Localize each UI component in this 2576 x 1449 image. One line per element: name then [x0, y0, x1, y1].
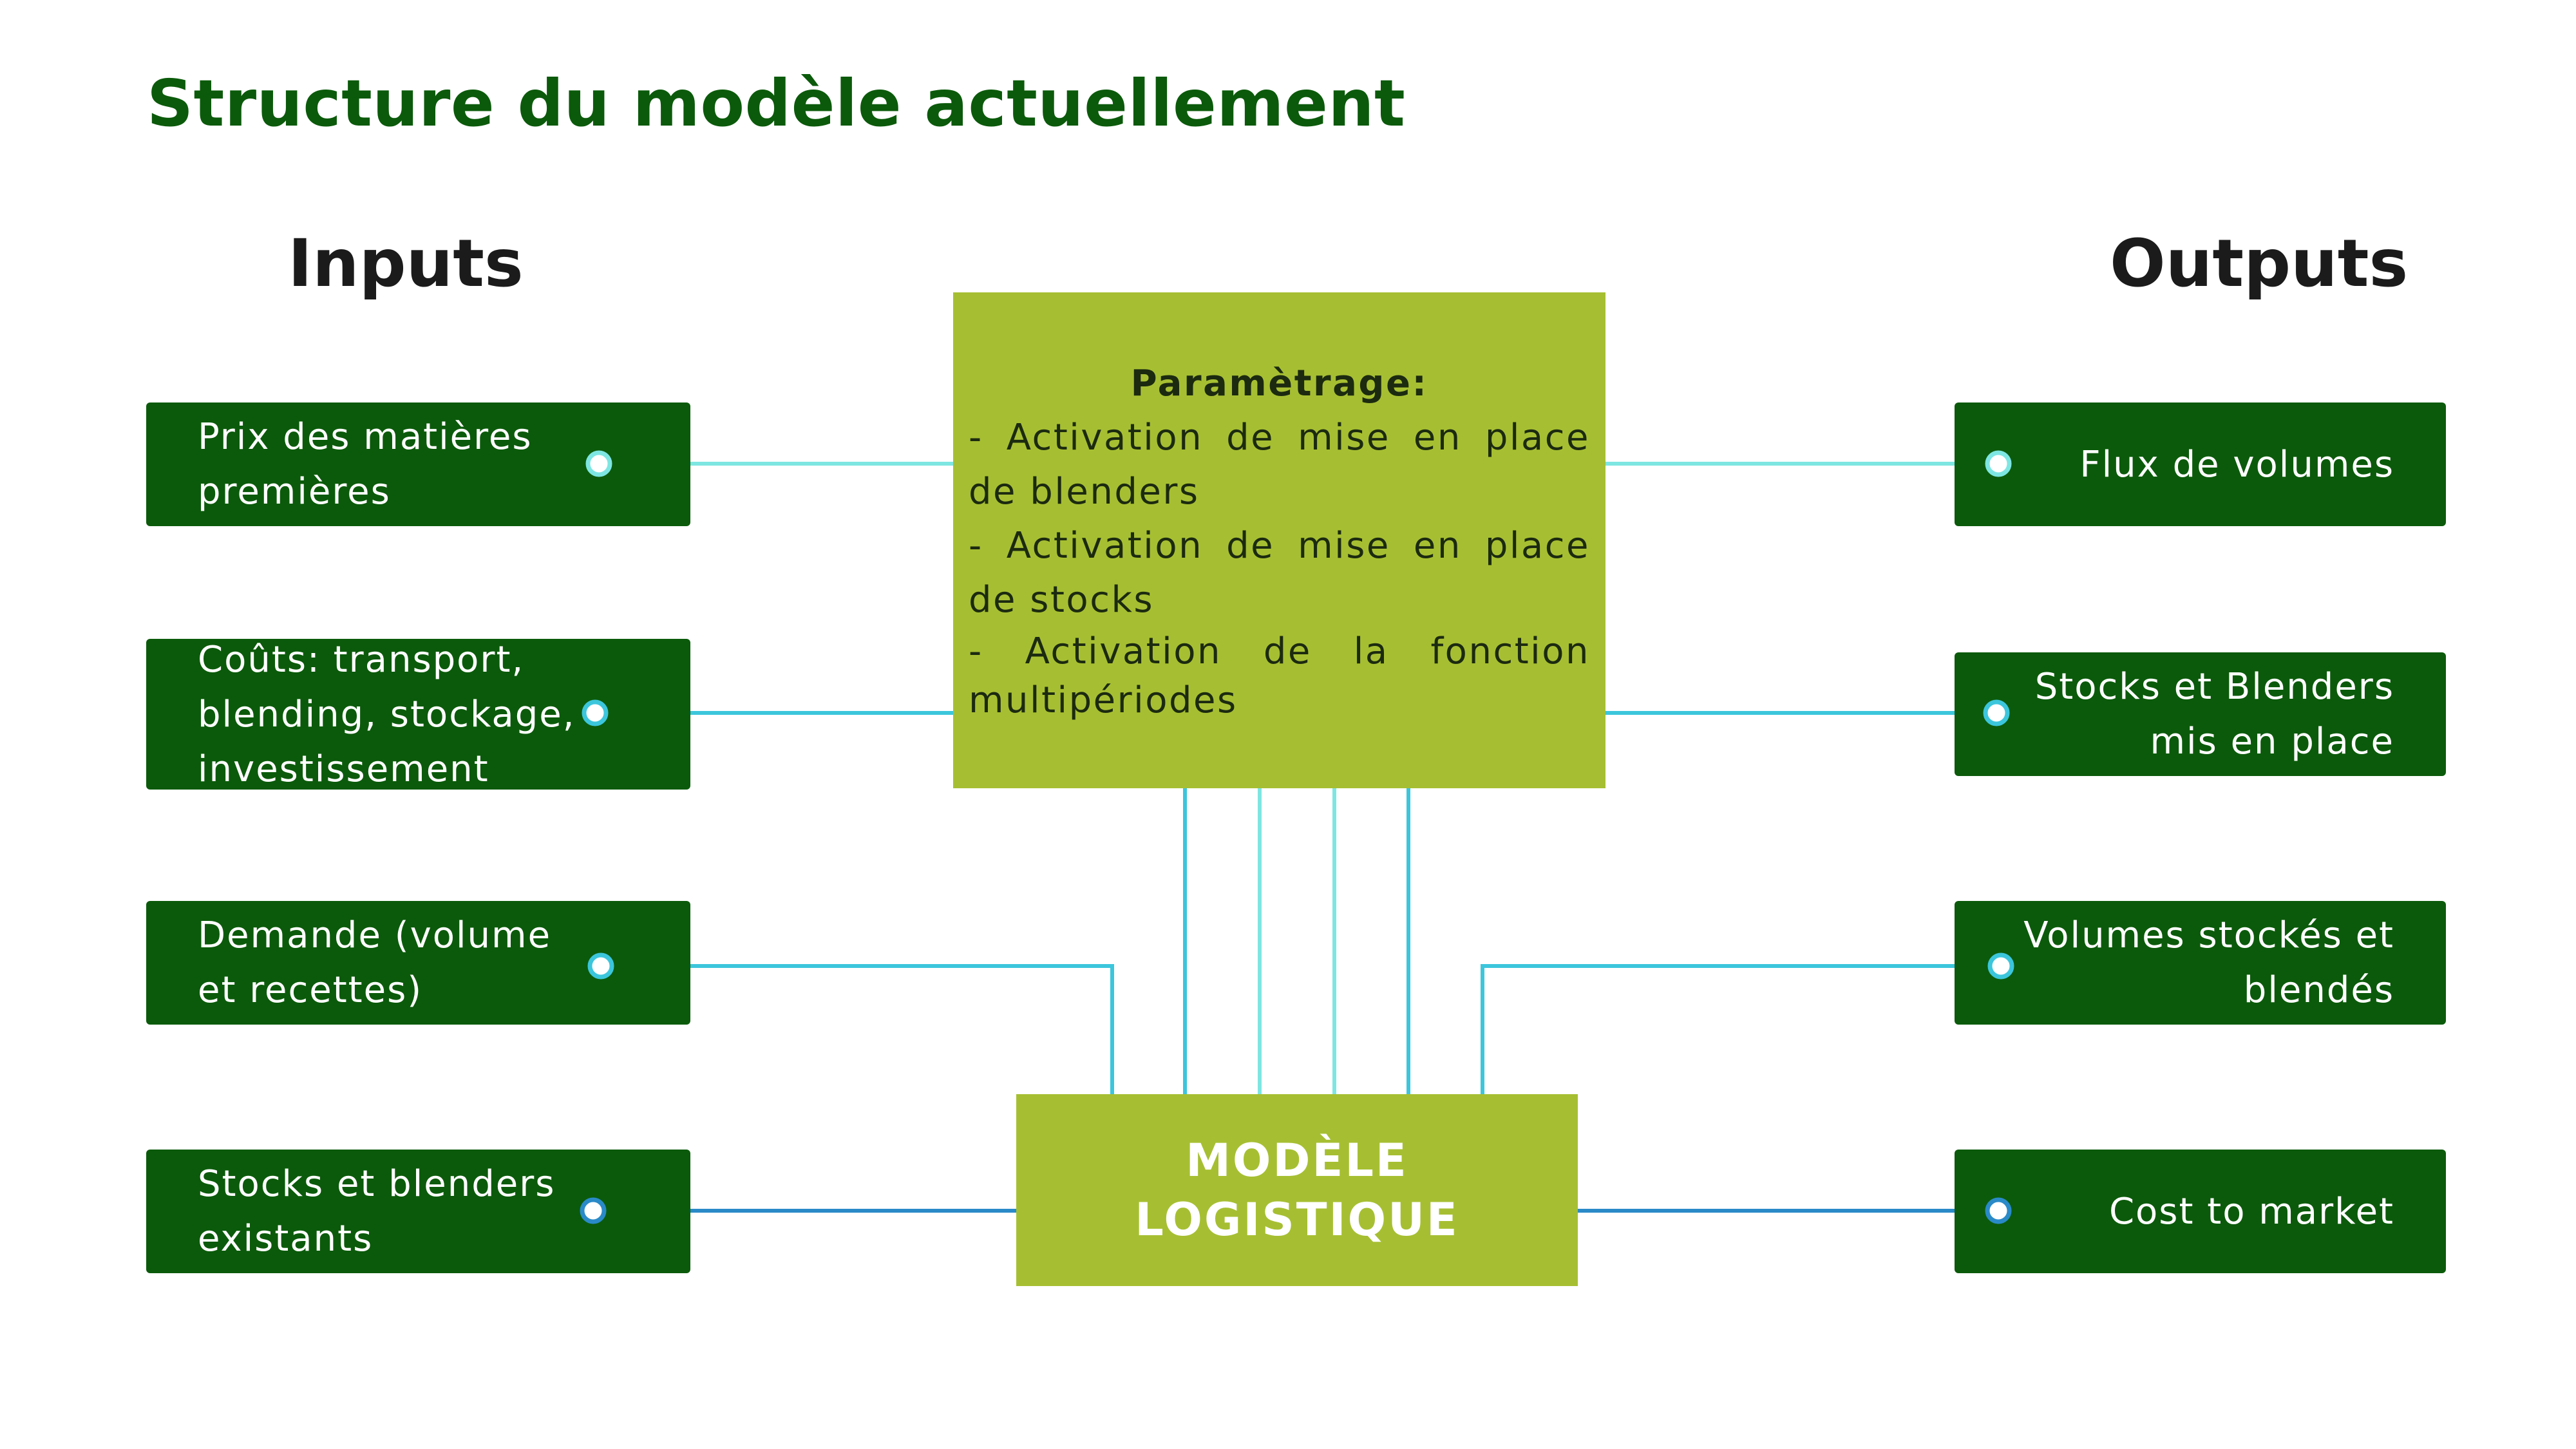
output-dot-2: [1985, 702, 2007, 724]
model-title-line-1: MODÈLE: [1186, 1134, 1408, 1187]
input-dot-3: [590, 955, 612, 977]
inputs-heading: Inputs: [288, 225, 524, 302]
parametrage-line-2: - Activation de mise en place de stocks: [969, 525, 1590, 621]
input-label-1: Prix des matières premières: [198, 416, 533, 513]
output-dot-3: [1990, 955, 2012, 977]
parametrage-line-1: - Activation de mise en place de blenders: [969, 417, 1590, 513]
page-title: Structure du modèle actuellement: [147, 66, 1406, 141]
parametrage-heading: Paramètrage:: [1130, 363, 1428, 404]
output-label-3: Volumes stockés et blendés: [2023, 914, 2394, 1011]
input-label-4: Stocks et blenders existants: [198, 1163, 556, 1260]
input-label-2: Coûts: transport, blending, stockage, investissement: [198, 638, 576, 790]
output-label-1: Flux de volumes: [2079, 443, 2394, 486]
input-dot-2: [584, 702, 606, 724]
output-label-4: Cost to market: [2108, 1190, 2394, 1233]
input-label-3: Demande (volume et recettes): [198, 914, 552, 1011]
output-dot-4: [1987, 1200, 2009, 1222]
model-title-line-2: LOGISTIQUE: [1135, 1193, 1459, 1246]
outputs-heading: Outputs: [2110, 225, 2409, 302]
input-dot-4: [582, 1200, 604, 1222]
parametrage-line-3: - Activation de la fonction multipériodes: [969, 630, 1590, 721]
output-label-2: Stocks et Blenders mis en place: [2034, 666, 2394, 762]
input-dot-1: [588, 453, 610, 475]
output-dot-1: [1987, 453, 2009, 475]
